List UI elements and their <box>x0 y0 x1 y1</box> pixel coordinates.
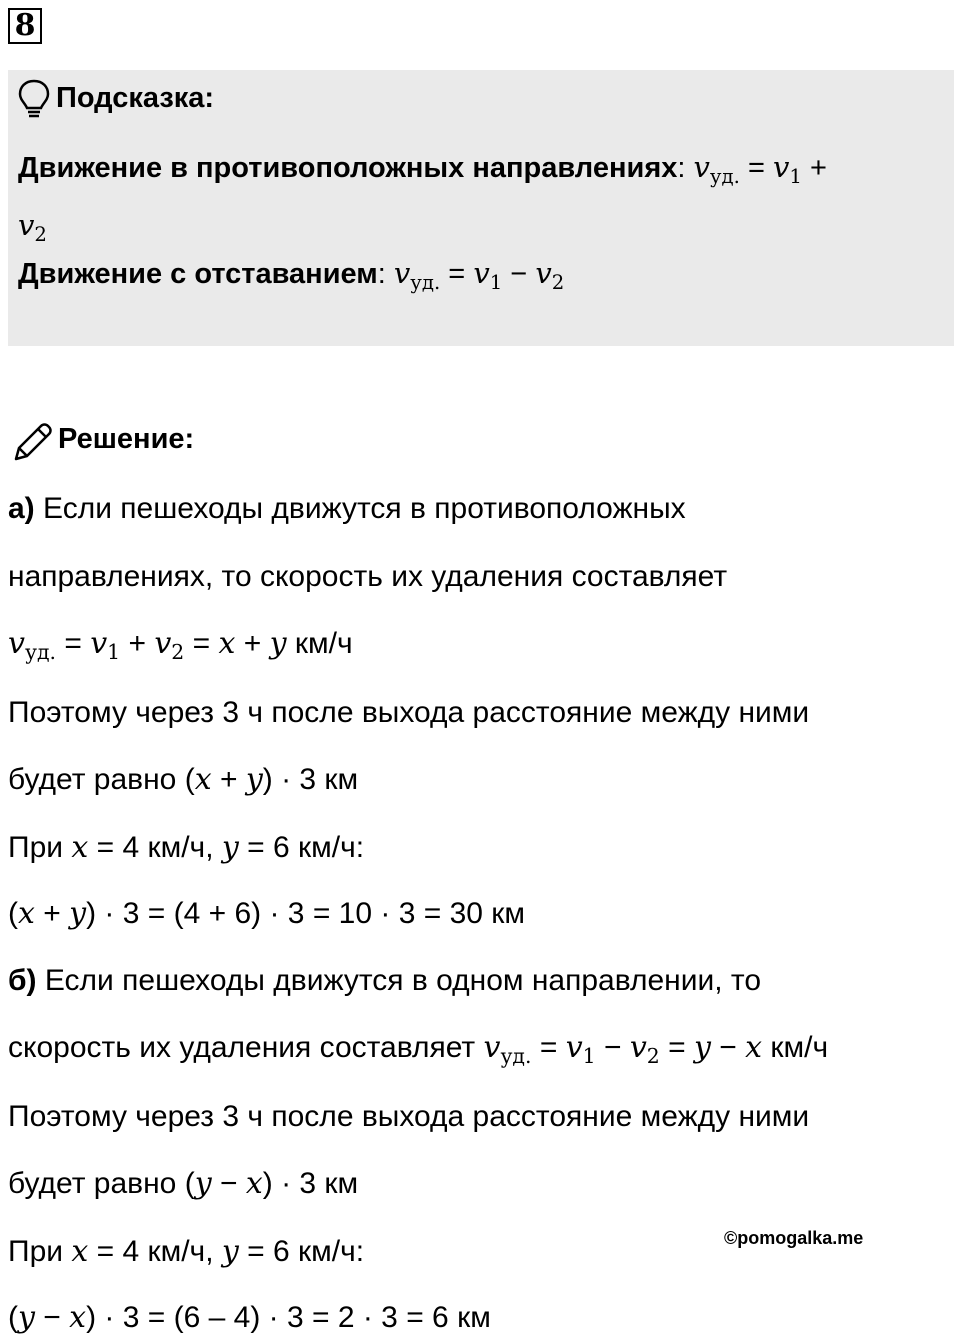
solution-b-line-3: Поэтому через 3 ч после выхода расстояние между ними <box>8 1100 810 1133</box>
solution-a-line-1: а) Если пешеходы движутся в противоположных <box>8 492 686 525</box>
hint-line-1-cont: $v_2$ <box>18 208 47 246</box>
solution-a-line-2: направлениях, то скорость их удаления составляет <box>8 560 728 593</box>
solution-b-line-4: будет равно (y − x) · 3 км <box>8 1166 359 1201</box>
hint-line-2: Движение с отставанием: $v_{уд.} = v_1 - v_2$ <box>18 256 565 294</box>
solution-b-line-2: скорость их удаления составляет $v_{уд.} = v_1 - v_2 = y - x$ км/ч <box>8 1030 829 1069</box>
solution-title: Решение: <box>58 423 195 455</box>
solution-b-line-1: б) Если пешеходы движутся в одном направлении, то <box>8 964 762 997</box>
task-number: 8 <box>8 8 42 44</box>
hint-line-1: Движение в противоположных направлениях: $v_{уд.} = v_1$ + <box>18 150 827 188</box>
lightbulb-icon <box>16 78 52 120</box>
solution-a-line-7: (x + y) · 3 = (4 + 6) · 3 = 10 · 3 = 30 км <box>8 896 526 931</box>
pencil-icon <box>10 421 54 465</box>
watermark: ©pomogalka.me <box>724 1228 864 1248</box>
solution-a-line-5: будет равно (x + y) · 3 км <box>8 762 359 797</box>
solution-b-line-6: (y − x) · 3 = (6 – 4) · 3 = 2 · 3 = 6 км <box>8 1300 491 1335</box>
solution-a-line-4: Поэтому через 3 ч после выхода расстояние между ними <box>8 696 810 729</box>
solution-b-line-5: При x = 4 км/ч, y = 6 км/ч: <box>8 1234 365 1269</box>
solution-a-line-6: При x = 4 км/ч, y = 6 км/ч: <box>8 830 365 865</box>
solution-a-line-3: $v_{уд.} = v_1 + v_2 = x + y$ км/ч <box>8 626 353 665</box>
hint-title: Подсказка: <box>56 82 215 114</box>
